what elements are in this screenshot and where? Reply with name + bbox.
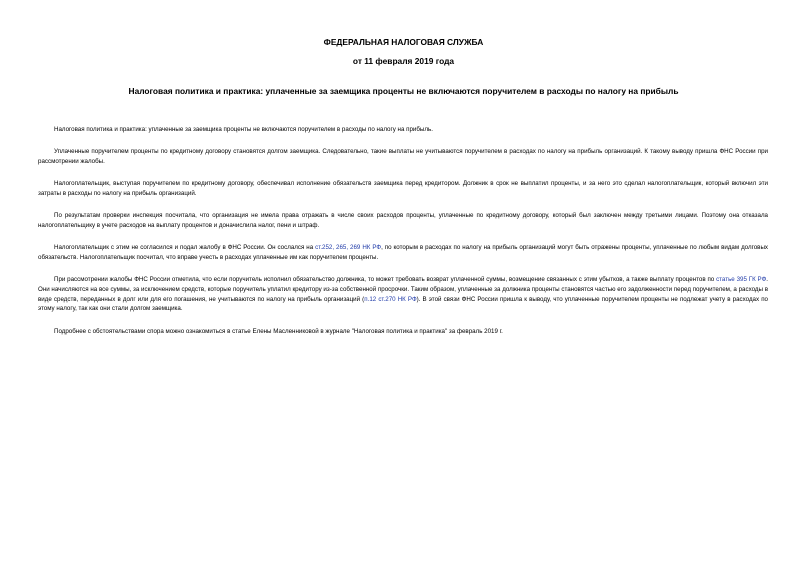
paragraph-5-text-after: , по которым в расходах по налогу на прибыль организаций могут быть отражены проценты, уплаченные по любым видам долговых обязательств. Налогоплательщик посчитал, что вправе учесть в расходах уплаченные им как поручителем проценты. (38, 244, 768, 261)
organization-heading: ФЕДЕРАЛЬНАЯ НАЛОГОВАЯ СЛУЖБА (323, 37, 484, 47)
paragraph-6-text-middle: . Они начисляются на все суммы, за исключением средств, которые поручитель уплатил кредитору из-за собственной просрочки. Таким образом, уплаченные за должника проценты становятся частью его задолженности перед поручителем, а расходы в виде средств, переданных в долг или для его погашения, не учитываются по налогу на прибыль организаций ( (38, 276, 769, 303)
paragraph-7: Подробнее с обстоятельствами спора можно ознакомиться в статье Елены Масленниковой в журнале "Налоговая политика и практика" за февраль 2019 г. (54, 327, 503, 335)
tax-code-articles-link[interactable]: ст.252, 265, 269 НК РФ (315, 244, 382, 252)
tax-code-article-270-link[interactable]: п.12 ст.270 НК РФ (364, 295, 417, 303)
document-title: Налоговая политика и практика: уплаченные за заемщика проценты не включаются поручителем в расходы по налогу на прибыль (128, 86, 679, 96)
document-body (38, 125, 768, 349)
paragraph-6-text-before: При рассмотрении жалобы ФНС России отметила, что если поручитель исполнил обязательство должника, то может требовать возврат уплаченной суммы, возмещение связанных с этим убытков, а также выплату процентов по (54, 276, 717, 284)
document-date: от 11 февраля 2019 года (352, 56, 455, 66)
paragraph-5-text-before: Налогоплательщик с этим не согласился и подал жалобу в ФНС России. Он сослался на (54, 244, 316, 252)
paragraph-6-text-after: ). В этой связи ФНС России пришла к выводу, что уплаченные поручителем проценты не подлежат учету в расходах по этому налогу, так как они стали долгом заемщика. (38, 295, 768, 313)
paragraph-3: Налогоплательщик, выступая поручителем по кредитному договору, обеспечивал исполнение обязательств заемщика перед кредитором. Должник в срок не выплатил проценты, и за него это сделал налогоплательщик, который включил эти затраты в расходы по налогу на прибыль организаций. (38, 180, 768, 197)
paragraph-6 (38, 275, 768, 313)
paragraph-2: Уплаченные поручителем проценты по кредитному договору становятся долгом заемщика. Следовательно, такие выплаты не учитываются поручителем в расходах по налогу на прибыль организаций. К такому выводу пришла ФНС России при рассмотрении жалобы. (38, 148, 768, 165)
civil-code-article-395-link[interactable]: статье 395 ГК РФ (716, 276, 767, 284)
paragraph-5 (38, 243, 768, 262)
paragraph-4: По результатам проверки инспекция посчитала, что организация не имела права отражать в числе своих расходов проценты, уплаченные по кредитному договору, который был заключен между третьими лицами. Поэтому она отказала налогоплательщику в учете расходов на выплату процентов и доначислила налог, пени и штраф. (38, 212, 768, 229)
paragraph-1: Налоговая политика и практика: уплаченные за заемщика проценты не включаются поручителем в расходы по налогу на прибыль. (54, 126, 433, 133)
